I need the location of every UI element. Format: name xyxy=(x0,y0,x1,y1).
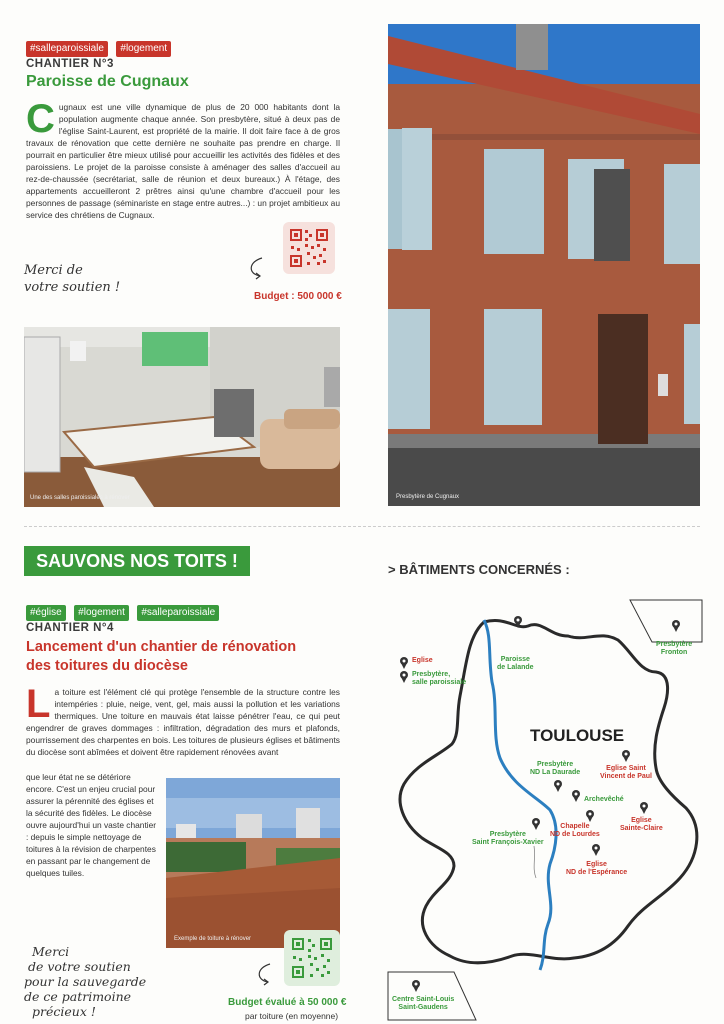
thanks-line: votre soutien ! xyxy=(24,280,121,295)
tag-eglise[interactable]: #église xyxy=(26,605,66,621)
thanks-line: de ce patrimoine xyxy=(24,989,132,1004)
budget-chantier-4: Budget évalué à 50 000 € xyxy=(228,997,347,1008)
dropcap: C xyxy=(26,97,55,141)
tag-salleparoissiale[interactable]: #salleparoissiale xyxy=(137,605,219,621)
chantier-number: CHANTIER N°4 xyxy=(26,622,114,634)
article-body-continued: que leur état ne se détériore encore. C'est un enjeu crucial pour assurer la pérennité des églises et la sécurité des fidèles. Le diocèse ouvre aujourd'hui un vaste chantier : depuis le simple nettoyage de toitures à la révision de charpentes en passant par le changement de quelques tuiles. xyxy=(26,772,157,878)
legend-line: Presbytère, xyxy=(412,671,451,678)
curved-arrow-icon xyxy=(244,254,270,280)
place-sainte-claire: Eglise Sainte-Claire xyxy=(620,817,663,832)
section-title xyxy=(26,638,326,676)
thanks-line: précieux ! xyxy=(32,1004,96,1019)
photo-caption: Presbytère de Cugnaux xyxy=(396,494,460,500)
map-heading-text: > BÂTIMENTS CONCERNÉS : xyxy=(388,562,570,577)
budget-note: par toiture (en moyenne) xyxy=(245,1011,339,1021)
place-nd-lourdes: Chapelle ND de Lourdes xyxy=(550,823,600,838)
qr-code-icon xyxy=(283,222,335,274)
thanks-line: Merci de xyxy=(24,263,83,278)
place-saint-vincent: Eglise Saint Vincent de Paul xyxy=(600,765,652,780)
banner xyxy=(24,546,250,576)
legend-line: salle paroissiale xyxy=(412,679,467,686)
budget-chantier-3: Budget : 500 000 € xyxy=(254,291,342,302)
chantier-number: CHANTIER N°3 xyxy=(26,58,114,70)
map-heading xyxy=(388,562,570,577)
dropcap: L xyxy=(26,682,51,726)
article-text: ugnaux est une ville dynamique de plus de 20 000 habitants dont la population augmente chaque année. Son presbytère, situé à deux pas de l'église Saint-Laurent, est propriété de la mairie. Il doit faire face à de gros travaux de rénovation que cette dernière ne souhaite pas prendre en charge. Il pourrait en particulier être mieux utilisé pour accueillir les activités des fidèles et des paroissiens. Le projet de la paroisse consiste à aménager des salles d'accueil au rez-de-chaussée (secrétariat, salle de réunion et deux bureaux.) À l'étage, des appartements accueilleront 2 prêtres ainsi qu'une chambre d'accueil pour les personnes de passage (séminariste en stage entre autres...) : un projet ambitieux au service des chrétiens de Cugnaux. xyxy=(26,102,340,220)
title-line: des toitures du diocèse xyxy=(26,658,188,674)
thanks-line: pour la sauvegarde xyxy=(24,974,147,989)
place-saint-gaudens: Centre Saint-Louis Saint-Gaudens xyxy=(392,996,455,1011)
qr-code-icon xyxy=(284,930,340,986)
thanks-message xyxy=(24,944,146,1019)
legend-presbytere xyxy=(412,671,466,687)
place-fronton: Presbytère Fronton xyxy=(656,641,693,656)
divider xyxy=(24,526,700,527)
section-title: Paroisse de Cugnaux xyxy=(26,73,189,90)
presbytery-illustration xyxy=(388,24,700,506)
legend-eglise: Eglise xyxy=(412,657,433,664)
photo-meeting-room xyxy=(24,327,340,507)
thanks-message xyxy=(24,262,120,296)
place-archeveche: Archevêché xyxy=(584,796,624,803)
tags-chantier-4 xyxy=(26,602,223,621)
article-body-chantier-4 xyxy=(26,682,340,758)
article-text: a toiture est l'élément clé qui protège l'ensemble de la structure contre les intempéries : pluie, neige, vent, gel, mais aussi la pollution et les variations thermiques. Une toiture en mauvais état laisse pénétrer l'eau, ce qui peut engendrer de graves dommages : infiltration, dégradation des murs et plafonds, pourrissement des charpentes en bois. Les toitures de plusieurs églises et bâtiments du diocèse sont abîmées et doivent être rapidement rénovées avant xyxy=(26,687,340,757)
article-body-chantier-3 xyxy=(26,97,340,221)
place-lalande: Paroisse de Lalande xyxy=(497,656,534,671)
tags-chantier-3 xyxy=(26,38,175,57)
photo-roof xyxy=(166,778,340,948)
roof-illustration xyxy=(166,778,340,948)
curved-arrow-icon xyxy=(252,960,278,986)
meeting-room-illustration xyxy=(24,327,340,507)
tag-logement[interactable]: #logement xyxy=(74,605,129,621)
qr-code-chantier-4[interactable] xyxy=(284,930,340,986)
thanks-line: de votre soutien xyxy=(28,959,131,974)
photo-presbytery xyxy=(388,24,700,506)
banner-text: SAUVONS NOS TOITS ! xyxy=(36,551,238,571)
tag-salleparoissiale[interactable]: #salleparoissiale xyxy=(26,41,108,57)
river xyxy=(484,620,556,970)
photo-caption: Une des salles paroissiales à rénover xyxy=(30,495,130,501)
tag-logement[interactable]: #logement xyxy=(116,41,171,57)
fronton-box xyxy=(630,600,702,642)
photo-caption: Exemple de toiture à rénover xyxy=(174,936,252,942)
title-line: Lancement d'un chantier de rénovation xyxy=(26,639,297,655)
qr-code-chantier-3[interactable] xyxy=(283,222,335,274)
place-francois-xavier: Presbytère Saint François-Xavier xyxy=(472,831,544,846)
thanks-line: Merci xyxy=(32,944,70,959)
city-label: TOULOUSE xyxy=(530,726,625,745)
place-nd-esperance: Eglise ND de l'Espérance xyxy=(566,861,628,876)
place-daurade: Presbytère ND La Daurade xyxy=(530,761,581,776)
